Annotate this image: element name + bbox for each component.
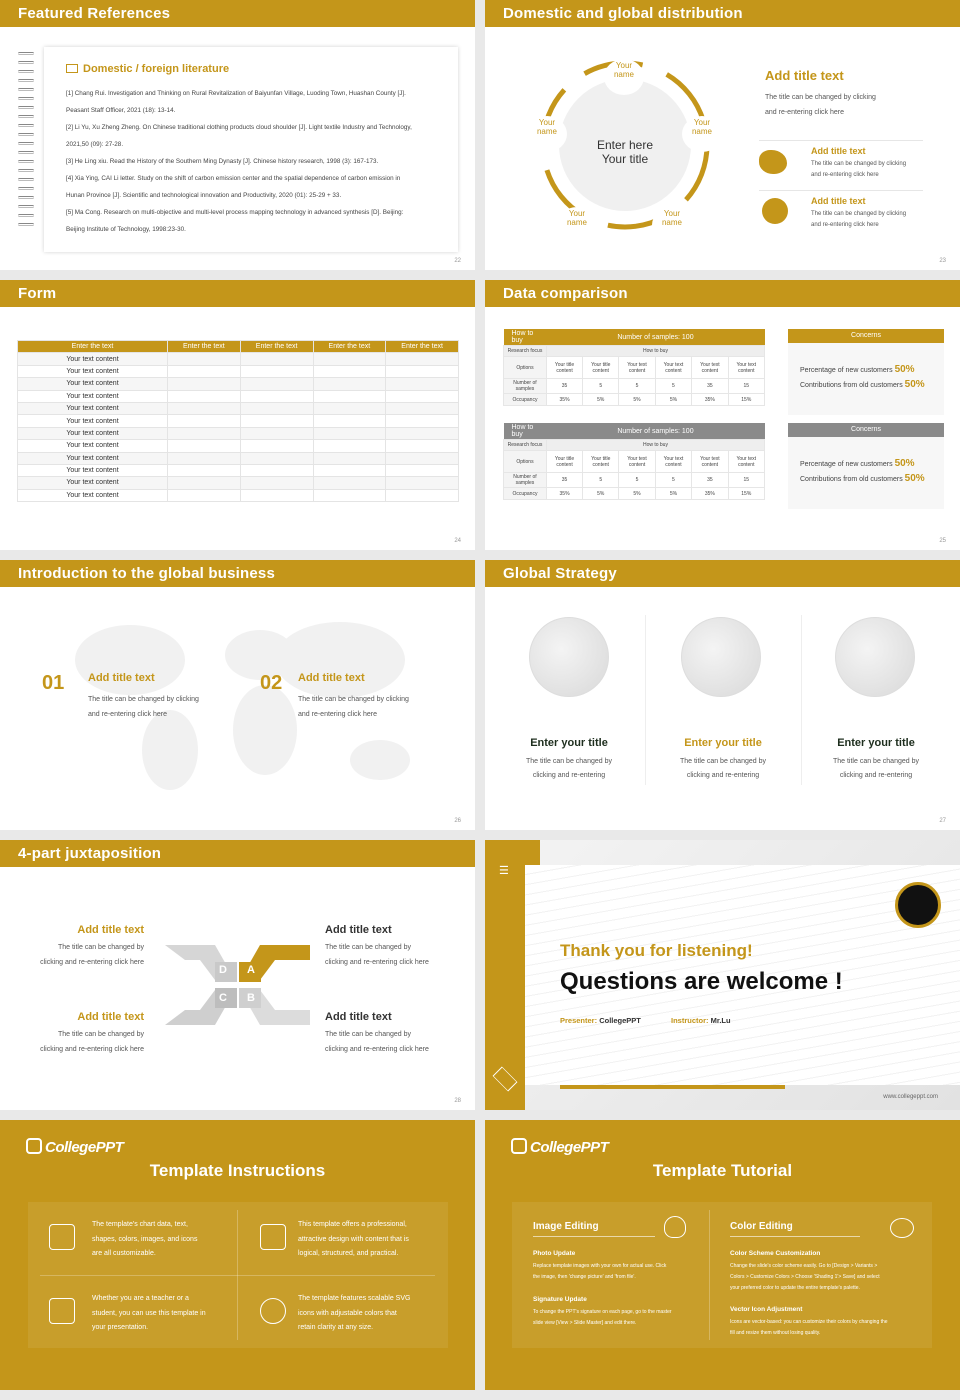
slide-references[interactable]	[0, 0, 475, 270]
table-row	[18, 464, 459, 476]
user-icon	[49, 1298, 75, 1324]
signature-update-text: To change the PPT's signature on each page, go to the master slide view [View > Slide Master] and edit there.	[533, 1309, 672, 1326]
item-title: Add title text	[811, 196, 866, 206]
table-cell: Your text content	[728, 357, 764, 379]
collegeppt-logo: CollegePPT	[511, 1138, 608, 1156]
slide-header: Featured References	[0, 0, 475, 27]
table-cell: 35	[546, 379, 582, 394]
table-cell[interactable]	[313, 378, 386, 390]
table-cell: Your text content	[655, 451, 691, 473]
table-cell: 5%	[619, 394, 655, 406]
table-cell: Number of samples	[504, 473, 547, 488]
table-cell: 35%	[546, 394, 582, 406]
table-row	[18, 489, 459, 501]
table-cell[interactable]	[313, 365, 386, 377]
slide-header: Introduction to the global business	[0, 560, 475, 587]
table-row	[18, 440, 459, 452]
column-header: Enter the text	[18, 341, 168, 353]
table-cell: 5%	[619, 488, 655, 500]
table-cell: How to buy	[546, 346, 764, 357]
table-title: How to buy	[511, 330, 534, 344]
item-desc: The title can be changed by clicking and re-entering click here	[811, 161, 907, 178]
table-cell: 35%	[546, 488, 582, 500]
table-cell: Your title content	[583, 451, 619, 473]
table-cell: 35	[692, 473, 728, 488]
part-letter: C	[219, 992, 227, 1004]
part-item: Add title text The title can be changed by clicking and re-entering click here	[40, 1011, 144, 1053]
slide-header: Data comparison	[485, 280, 960, 307]
strategy-caption: Enter your title The title can be changed by clicking and re-entering	[679, 737, 766, 779]
table-cell[interactable]	[168, 489, 241, 501]
table-cell: Options	[504, 357, 547, 379]
table-cell: 35	[546, 473, 582, 488]
table-row	[18, 477, 459, 489]
table-cell[interactable]	[240, 378, 313, 390]
table-cell[interactable]	[168, 440, 241, 452]
item-title: Add title text	[298, 672, 365, 684]
item-title: Add title text	[811, 146, 866, 156]
slide-tutorial[interactable]	[485, 1120, 960, 1390]
title-text: Add title text	[765, 68, 844, 83]
table-cell[interactable]	[168, 378, 241, 390]
table-row	[18, 353, 459, 365]
globe-image	[835, 617, 915, 697]
table-row	[18, 378, 459, 390]
comparison-table	[503, 329, 765, 406]
color-scheme-title: Color Scheme Customization	[730, 1250, 821, 1257]
table-cell[interactable]	[386, 452, 459, 464]
menu-icon[interactable]: ☰	[499, 865, 509, 877]
globe-image	[529, 617, 609, 697]
table-cell[interactable]	[313, 402, 386, 414]
table-cell[interactable]	[168, 353, 241, 365]
slide-instructions[interactable]	[0, 1120, 475, 1390]
page-number: 26	[454, 818, 461, 824]
table-cell: 5	[619, 379, 655, 394]
comparison-table	[503, 423, 765, 500]
table-subtitle: Number of samples: 100	[617, 333, 694, 341]
table-cell[interactable]: Your text content	[18, 415, 168, 427]
table-cell[interactable]	[240, 390, 313, 402]
table-cell[interactable]: Your text content	[18, 477, 168, 489]
slide-juxtaposition[interactable]	[0, 840, 475, 1110]
table-cell[interactable]: Your text content	[18, 440, 168, 452]
table-cell[interactable]	[386, 390, 459, 402]
collegeppt-logo: CollegePPT	[26, 1138, 123, 1156]
table-row	[18, 402, 459, 414]
title-desc: The title can be changed by clicking and re-entering click here	[765, 94, 876, 116]
table-cell[interactable]	[386, 464, 459, 476]
questions-text: Questions are welcome !	[560, 968, 843, 995]
slide-header: Domestic and global distribution	[485, 0, 960, 27]
table-cell: Your text content	[728, 451, 764, 473]
globe-image	[681, 617, 761, 697]
table-cell[interactable]	[386, 427, 459, 439]
section-heading: Domestic / foreign literature	[83, 63, 230, 75]
table-cell[interactable]	[168, 452, 241, 464]
table-cell: Your text content	[619, 357, 655, 379]
concerns-box: Concerns Percentage of new customers 50% Contributions from old customers 50%	[788, 423, 944, 509]
table-cell[interactable]	[240, 440, 313, 452]
table-cell: Your text content	[692, 357, 728, 379]
table-cell[interactable]	[313, 489, 386, 501]
item-number: 02	[260, 672, 283, 694]
slide-data-comparison[interactable]	[485, 280, 960, 550]
presenter: Presenter: CollegePPT	[560, 1016, 641, 1025]
table-cell[interactable]	[168, 402, 241, 414]
table-cell[interactable]	[168, 415, 241, 427]
item-title: Add title text	[88, 672, 155, 684]
slide-header: Global Strategy	[485, 560, 960, 587]
part-letter: B	[247, 992, 255, 1004]
reference-list	[66, 85, 412, 238]
table-cell: Your text content	[692, 451, 728, 473]
table-cell[interactable]	[168, 477, 241, 489]
cycle-node: Your name	[682, 116, 722, 152]
divider	[759, 190, 923, 191]
table-cell[interactable]	[313, 477, 386, 489]
instructor: Instructor: Mr.Lu	[671, 1016, 731, 1025]
table-cell: 5%	[655, 488, 691, 500]
instruction-text: The template features scalable SVG icons with adjustable colors that retain clarity at any size.	[298, 1295, 411, 1331]
table-cell: Your title content	[546, 357, 582, 379]
notebook-card	[44, 47, 458, 252]
website-url: www.collegeppt.com	[883, 1094, 938, 1100]
cycle-center-title: Enter here Your title	[596, 138, 654, 166]
table-cell[interactable]: Your text content	[18, 365, 168, 377]
table-cell: 5	[655, 473, 691, 488]
cycle-node: Your name	[652, 207, 692, 243]
cycle-node: Your name	[527, 116, 567, 152]
table-cell: Research focus	[504, 440, 547, 451]
item-desc: The title can be changed by clicking and re-entering click here	[811, 211, 907, 228]
table-cell[interactable]: Your text content	[18, 353, 168, 365]
table-cell: 5%	[583, 488, 619, 500]
concerns-box: Concerns Percentage of new customers 50% Contributions from old customers 50%	[788, 329, 944, 415]
table-row	[18, 452, 459, 464]
table-cell[interactable]	[240, 489, 313, 501]
table-cell[interactable]	[313, 427, 386, 439]
table-cell[interactable]	[386, 353, 459, 365]
page-number: 27	[939, 818, 946, 824]
table-row	[18, 390, 459, 402]
table-title: How to buy	[511, 424, 534, 438]
page-number: 24	[454, 538, 461, 544]
part-item: Add title text The title can be changed by clicking and re-entering click here	[325, 1011, 429, 1053]
table-cell: 15%	[728, 394, 764, 406]
ref-line: Beijing Institute of Technology, 1998:23-30.	[66, 226, 186, 233]
globe-icon	[762, 198, 788, 224]
table-cell[interactable]	[313, 353, 386, 365]
ref-line: [3] He Ling xiu. Read the History of the Southern Ming Dynasty [J]. Chinese history research, 1998 (3): 167-173.	[66, 158, 379, 165]
item-desc: The title can be changed by clicking and re-entering click here	[88, 696, 199, 718]
table-row	[18, 427, 459, 439]
table-cell[interactable]	[240, 427, 313, 439]
table-cell[interactable]: Your text content	[18, 464, 168, 476]
slide-thank-you[interactable]	[485, 840, 960, 1110]
slide-title: Template Tutorial	[652, 1161, 793, 1180]
slide-header: 4-part juxtaposition	[0, 840, 475, 867]
part-item: Add title text The title can be changed by clicking and re-entering click here	[40, 924, 144, 966]
table-cell[interactable]	[386, 402, 459, 414]
table-cell[interactable]	[313, 390, 386, 402]
strategy-caption: Enter your title The title can be changed by clicking and re-entering	[832, 737, 919, 779]
four-part-diagram	[160, 940, 315, 1030]
ref-line: [2] Li Yu, Xu Zheng Zheng. On Chinese traditional clothing products cloud shoulder [J]. Light textile Industry and Technology,	[66, 124, 412, 131]
table-cell: Your title content	[583, 357, 619, 379]
china-map-icon	[759, 150, 787, 174]
table-cell: Options	[504, 451, 547, 473]
strategy-caption: Enter your title The title can be changed by clicking and re-entering	[525, 737, 612, 779]
table-cell[interactable]: Your text content	[18, 489, 168, 501]
table-cell[interactable]	[313, 464, 386, 476]
photo-update-title: Photo Update	[533, 1250, 576, 1257]
page-number: 22	[454, 258, 461, 264]
table-cell: Occupancy	[504, 394, 547, 406]
table-cell: How to buy	[546, 440, 764, 451]
table-cell: 35%	[692, 488, 728, 500]
table-row	[18, 415, 459, 427]
table-cell: Occupancy	[504, 488, 547, 500]
column-header: Enter the text	[168, 341, 241, 353]
table-cell[interactable]	[386, 378, 459, 390]
layers-icon	[260, 1224, 286, 1250]
table-cell[interactable]	[313, 440, 386, 452]
column-header: Enter the text	[240, 341, 313, 353]
column-header: Enter the text	[313, 341, 386, 353]
divider	[801, 615, 802, 785]
table-cell[interactable]: Your text content	[18, 390, 168, 402]
page-number: 25	[939, 538, 946, 544]
table-cell[interactable]: Your text content	[18, 427, 168, 439]
item-desc: The title can be changed by clicking and re-entering click here	[298, 696, 409, 718]
basketball-icon	[260, 1298, 286, 1324]
table-row	[18, 365, 459, 377]
slide-global-business[interactable]	[0, 560, 475, 830]
form-table	[17, 340, 459, 502]
instruction-text: This template offers a professional, attractive design with content that is logical, structured, and practical.	[298, 1221, 409, 1257]
divider	[759, 140, 923, 141]
ref-line: [4] Xia Ying, CAI Li letter. Study on the shift of carbon emission center and the spatial dependence of carbon emission in	[66, 175, 401, 182]
table-cell: 5	[583, 379, 619, 394]
part-letter: A	[247, 964, 255, 976]
divider	[645, 615, 646, 785]
page-number: 23	[939, 258, 946, 264]
table-cell: 35%	[692, 394, 728, 406]
palette-icon	[890, 1218, 914, 1238]
table-cell: Research focus	[504, 346, 547, 357]
book-icon	[66, 64, 78, 73]
table-cell[interactable]	[313, 415, 386, 427]
table-cell[interactable]	[240, 415, 313, 427]
vector-icon-title: Vector Icon Adjustment	[730, 1306, 803, 1313]
table-cell: 5	[655, 379, 691, 394]
color-editing-heading: Color Editing	[730, 1221, 793, 1232]
thanks-text: Thank you for listening!	[560, 941, 753, 960]
ref-line: [5] Ma Cong. Research on multi-objective and multi-level process mapping technology in advanced synthesis [D]. Beijing:	[66, 209, 404, 216]
accent-line	[560, 1085, 785, 1089]
table-cell: 15%	[728, 488, 764, 500]
table-cell[interactable]	[168, 464, 241, 476]
logo-icon	[26, 1138, 42, 1154]
image-editing-heading: Image Editing	[533, 1221, 599, 1232]
table-cell: 5	[619, 473, 655, 488]
instruction-text: The template's chart data, text, shapes, colors, images, and icons are all customizable.	[92, 1221, 198, 1257]
table-cell: Your text content	[619, 451, 655, 473]
table-subtitle: Number of samples: 100	[617, 427, 694, 435]
part-item: Add title text The title can be changed by clicking and re-entering click here	[325, 924, 429, 966]
table-cell[interactable]	[386, 415, 459, 427]
table-cell[interactable]	[240, 477, 313, 489]
page-number: 28	[454, 1098, 461, 1104]
slide-global-strategy[interactable]	[485, 560, 960, 830]
table-cell[interactable]	[386, 477, 459, 489]
color-scheme-text: Change the slide's color scheme easily. Go to [Design > Variants > Colors > Customize Colors > Choose 'Shading 1'> Save] and select your preferred color to update the entire template's palette.	[730, 1263, 880, 1291]
signature-update-title: Signature Update	[533, 1296, 587, 1303]
table-cell: Number of samples	[504, 379, 547, 394]
slide-distribution[interactable]	[485, 0, 960, 270]
ref-line: Hunan Province [J]. Scientific and technological innovation and Productivity, 2020 (01): 25-29 + 33.	[66, 192, 342, 199]
table-cell[interactable]	[386, 489, 459, 501]
item-number: 01	[42, 672, 65, 694]
table-cell[interactable]	[313, 452, 386, 464]
ref-line: [1] Chang Rui. Investigation and Thinking on Rural Revitalization of Baiyunfan Village, Luoding Town, Huashan County [J].	[66, 90, 406, 97]
notebook-spiral	[18, 52, 36, 247]
table-cell[interactable]	[240, 452, 313, 464]
table-cell[interactable]	[240, 365, 313, 377]
table-cell: Your text content	[655, 357, 691, 379]
ref-line: Peasant Staff Officer, 2021 (18): 13-14.	[66, 107, 176, 114]
table-cell: 5	[583, 473, 619, 488]
table-cell[interactable]	[168, 390, 241, 402]
table-cell[interactable]	[240, 353, 313, 365]
table-cell[interactable]	[386, 440, 459, 452]
cycle-node: Your name	[557, 207, 597, 243]
logo-icon	[511, 1138, 527, 1154]
table-cell: 5%	[655, 394, 691, 406]
table-cell[interactable]: Your text content	[18, 378, 168, 390]
vector-icon-text: Icons are vector-based: you can customize their colors by changing the fill and resize them without losing quality.	[730, 1319, 888, 1336]
lightbulb-icon	[664, 1216, 686, 1238]
table-cell: 15	[728, 379, 764, 394]
table-cell[interactable]	[386, 365, 459, 377]
globe-logo-icon	[895, 882, 941, 928]
table-cell: 35	[692, 379, 728, 394]
column-header: Enter the text	[386, 341, 459, 353]
photo-update-text: Replace template images with your own for actual use. Click the image, then 'change picture' and 'from file'.	[533, 1263, 667, 1280]
table-cell[interactable]: Your text content	[18, 452, 168, 464]
instruction-text: Whether you are a teacher or a student, you can use this template in your presentation.	[92, 1295, 206, 1331]
table-cell[interactable]	[240, 402, 313, 414]
table-cell[interactable]: Your text content	[18, 402, 168, 414]
document-icon	[49, 1224, 75, 1250]
table-cell: Your title content	[546, 451, 582, 473]
cycle-node: Your name	[604, 59, 644, 95]
table-cell[interactable]	[168, 427, 241, 439]
slide-header: Form	[0, 280, 475, 307]
part-letter: D	[219, 964, 227, 976]
table-cell: 15	[728, 473, 764, 488]
slide-form[interactable]	[0, 280, 475, 550]
slide-title: Template Instructions	[149, 1161, 326, 1180]
ref-line: 2021,50 (09): 27-28.	[66, 141, 124, 148]
table-cell[interactable]	[240, 464, 313, 476]
table-cell[interactable]	[168, 365, 241, 377]
table-cell: 5%	[583, 394, 619, 406]
